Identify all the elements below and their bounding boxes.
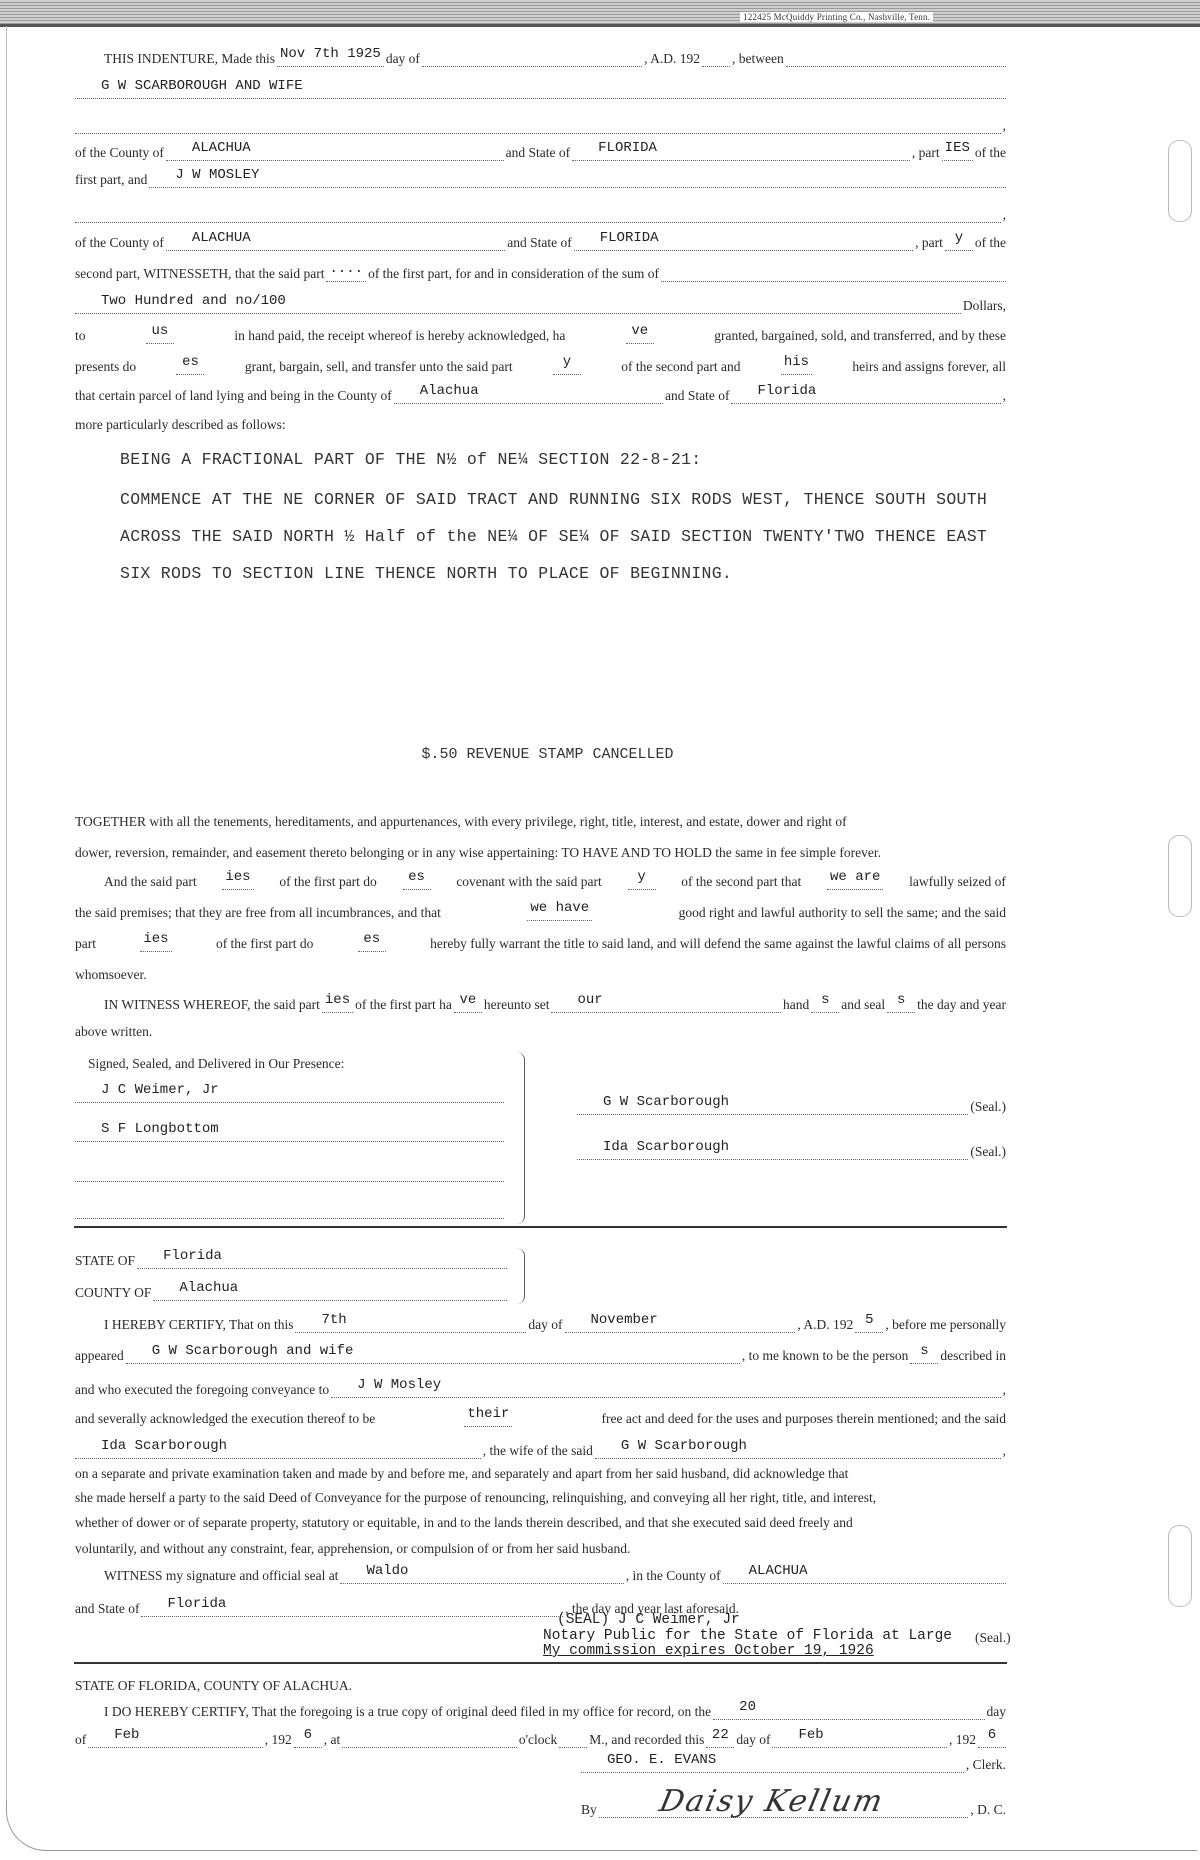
- brace: [516, 1248, 525, 1304]
- printed-text: and State of: [507, 235, 572, 250]
- typed-entry: y: [637, 869, 646, 885]
- typed-entry: [786, 46, 812, 62]
- form-blank-field: [295, 1314, 526, 1333]
- acknowledgment-line: [74, 1378, 1007, 1398]
- typed-entry: 22: [711, 1727, 729, 1743]
- form-blank-field: [551, 994, 781, 1013]
- form-blank-field: [559, 1729, 587, 1748]
- header-rule: [0, 24, 1200, 27]
- printed-text: of the first part ha: [355, 997, 452, 1012]
- printed-text: and State of: [664, 388, 730, 403]
- form-blank-field: [326, 263, 366, 282]
- description-line: COMMENCE AT THE NE CORNER OF SAID TRACT AND RUNNING SIX RODS WEST, THENCE SOUTH SOUTH: [120, 490, 988, 509]
- form-blank-field: [75, 1440, 481, 1459]
- printed-text: that certain parcel of land lying and being in the County of: [75, 388, 392, 403]
- typed-entry: [75, 1161, 101, 1177]
- typed-entry: Ida Scarborough: [603, 1139, 730, 1155]
- printed-text: more particularly described as follows:: [75, 417, 286, 432]
- indenture-line: [74, 168, 1007, 188]
- printed-text: ,: [1002, 1443, 1006, 1458]
- form-blank-field: [942, 142, 973, 161]
- typed-entry: [599, 1797, 625, 1813]
- acknowledgment-line: [74, 1249, 508, 1269]
- printed-text: free act and deed for the uses and purposes therein mentioned; and the said: [601, 1411, 1006, 1426]
- section-rule: [74, 1662, 1007, 1664]
- recording-line: [74, 1728, 1007, 1748]
- form-blank-field: [137, 1250, 507, 1269]
- typed-entry: J W MOSLEY: [175, 167, 260, 183]
- printed-text: , Clerk.: [965, 1757, 1006, 1772]
- typed-entry: ies: [143, 931, 169, 947]
- typed-entry: s: [821, 992, 830, 1008]
- form-blank-field: [786, 48, 1006, 67]
- brace: [516, 1052, 525, 1224]
- witness-signature-line: [74, 1199, 505, 1219]
- typed-entry: our: [577, 992, 603, 1008]
- notary-seal-name: (SEAL) J C Weimer, Jr: [557, 1612, 740, 1628]
- printer-imprint: 122425 McQuiddy Printing Co., Nashville, Tenn.: [740, 12, 933, 22]
- printed-text: day of: [528, 1317, 563, 1332]
- printed-text: part: [75, 936, 96, 951]
- revenue-stamp-note: $.50 REVENUE STAMP CANCELLED: [421, 746, 674, 763]
- covenant-line: [103, 870, 1007, 890]
- form-blank-field: [887, 994, 915, 1013]
- printed-text: above written.: [75, 1024, 153, 1039]
- witness-heading: Signed, Sealed, and Delivered in Our Presence:: [88, 1056, 345, 1071]
- printed-text: ,: [1002, 1382, 1006, 1397]
- form-blank-field: [322, 994, 353, 1013]
- printed-text: second part, WITNESSETH, that the said part: [75, 266, 325, 281]
- acknowledgment-line: [74, 1511, 1007, 1531]
- form-blank-field: [126, 1345, 740, 1364]
- printed-text: , D. C.: [970, 1802, 1006, 1817]
- form-blank-field: [978, 1729, 1006, 1748]
- form-blank-field: [811, 994, 839, 1013]
- form-blank-field: [723, 1565, 1006, 1584]
- typed-entry: 5: [865, 1312, 874, 1328]
- form-blank-field: [595, 1440, 1001, 1459]
- printed-text: of the second part that: [681, 874, 802, 889]
- printed-text: dower, reversion, remainder, and easement thereto belonging or in any wise appertaining: TO HAVE AND TO HOLD the same in fee simple forever.: [75, 845, 881, 860]
- form-blank-field: [581, 1754, 964, 1773]
- typed-entry: ve: [459, 992, 477, 1008]
- printed-text: and who executed the foregoing conveyance to: [75, 1382, 330, 1397]
- form-blank-field: [75, 1200, 504, 1219]
- printed-text: the day and year: [917, 997, 1006, 1012]
- typed-entry: [422, 46, 448, 62]
- typed-entry: G W Scarborough: [603, 1094, 730, 1110]
- printed-text: And the said part: [104, 874, 197, 889]
- typed-entry: [570, 1727, 576, 1743]
- printed-text: , in the County of: [625, 1568, 721, 1583]
- indenture-line: [74, 294, 1007, 314]
- typed-entry: us: [151, 323, 169, 339]
- form-blank-field: [945, 232, 973, 251]
- indenture-line: [74, 141, 1007, 161]
- typed-entry: G W Scarborough and wife: [151, 1343, 354, 1359]
- witness-signature-line: [74, 1122, 505, 1142]
- punch-hole-icon: [1168, 1525, 1192, 1607]
- form-blank-field: [702, 48, 730, 67]
- form-blank-field: [781, 356, 812, 375]
- printed-text: (Seal.): [970, 1144, 1006, 1159]
- acknowledgment-line: [74, 1281, 508, 1301]
- printed-text: Dollars,: [962, 298, 1006, 313]
- typed-entry: ALACHUA: [748, 1563, 808, 1579]
- covenant-line: [74, 1020, 1007, 1040]
- typed-entry: [75, 113, 101, 129]
- grantor-signature-line: [576, 1095, 1007, 1115]
- printed-text: whether of dower or of separate property, statutory or equitable, in and to the lands therein described, and that she executed said deed freely and: [75, 1515, 853, 1530]
- indenture-line: [74, 114, 1007, 134]
- printed-text: , part: [915, 235, 943, 250]
- typed-entry: ve: [631, 323, 649, 339]
- typed-entry: Florida: [167, 1596, 227, 1612]
- typed-entry: his: [783, 354, 810, 370]
- printed-text: ,: [1002, 207, 1006, 222]
- typed-entry: y: [954, 230, 964, 246]
- printed-text: , before me personally: [885, 1317, 1007, 1332]
- form-blank-field: [628, 871, 656, 890]
- typed-entry: s: [896, 992, 906, 1008]
- punch-hole-icon: [1168, 835, 1192, 917]
- section-rule: [74, 1226, 1007, 1228]
- printed-text: of: [75, 1732, 87, 1747]
- form-blank-field: [661, 263, 1006, 282]
- printed-text: of the County of: [75, 235, 164, 250]
- form-blank-field: [772, 1729, 947, 1748]
- printed-text: of the second part and: [621, 359, 741, 374]
- witness-signature-line: [74, 1083, 505, 1103]
- covenant-line: [74, 841, 1007, 861]
- form-blank-field: [827, 871, 883, 890]
- typed-entry: [713, 46, 719, 62]
- printed-text: M., and recorded this: [589, 1732, 705, 1747]
- printed-text: o'clock: [518, 1732, 558, 1747]
- printed-text: on a separate and private examination taken and made by and before me, and separately and apart from her said husband, did acknowledge that: [75, 1466, 849, 1481]
- form-blank-field: [222, 871, 253, 890]
- grantor-signature-line: [576, 1140, 1007, 1160]
- form-blank-field: [75, 1084, 504, 1103]
- typed-entry: S F Longbottom: [101, 1121, 219, 1137]
- indenture-line: [74, 355, 1007, 375]
- acknowledgment-line: [74, 1462, 1007, 1482]
- printed-text: I HEREBY CERTIFY, That on this: [104, 1317, 294, 1332]
- printed-text: , the day and year last aforesaid.: [565, 1601, 739, 1616]
- typed-entry: Ida Scarborough: [101, 1438, 228, 1454]
- typed-entry: 20: [739, 1699, 756, 1715]
- typed-entry: G W SCARBOROUGH AND WIFE: [101, 78, 303, 94]
- typed-entry: es: [408, 869, 425, 885]
- typed-entry: IES: [944, 140, 970, 156]
- typed-entry: J W Mosley: [357, 1377, 442, 1393]
- typed-entry: [661, 261, 687, 277]
- typed-entry: their: [467, 1406, 510, 1422]
- form-blank-field: [713, 1701, 984, 1720]
- printed-text: THIS INDENTURE, Made this: [104, 51, 275, 66]
- acknowledgment-line: [103, 1313, 1007, 1333]
- printed-text: of the first part do: [279, 874, 377, 889]
- printed-text: day of: [385, 51, 420, 66]
- form-blank-field: [75, 295, 961, 314]
- printed-text: day: [986, 1704, 1006, 1719]
- form-blank-field: [577, 1141, 968, 1160]
- typed-entry: y: [562, 354, 572, 370]
- printed-text: WITNESS my signature and official seal at: [104, 1568, 339, 1583]
- printed-text: STATE OF FLORIDA, COUNTY OF ALACHUA.: [75, 1678, 353, 1693]
- printed-text: of the: [974, 145, 1007, 160]
- printed-text: and State of: [505, 145, 571, 160]
- typed-entry: G W Scarborough: [620, 1438, 747, 1454]
- typed-entry: [75, 202, 101, 218]
- typed-entry: FLORIDA: [598, 140, 657, 156]
- indenture-line: [74, 413, 1007, 433]
- indenture-line: [74, 262, 1007, 282]
- printed-text: presents do: [75, 359, 137, 374]
- form-blank-field: [358, 933, 386, 952]
- acknowledgment-line: [74, 1537, 1007, 1557]
- acknowledgment-line: [103, 1564, 1007, 1584]
- acknowledgment-line: [74, 1407, 1007, 1427]
- printed-text: , to me known to be the person: [741, 1348, 909, 1363]
- printed-text: whomsoever.: [75, 967, 147, 982]
- covenant-line: [74, 810, 1007, 830]
- covenant-line: [74, 901, 1007, 921]
- printed-text: and severally acknowledged the execution thereof to be: [75, 1411, 376, 1426]
- printed-text: , between: [732, 51, 784, 66]
- typed-entry: es: [363, 931, 381, 947]
- typed-entry: s: [920, 1343, 929, 1359]
- indenture-line: [74, 203, 1007, 223]
- printed-text: in hand paid, the receipt whereof is hereby acknowledged, ha: [234, 328, 566, 343]
- form-blank-field: [706, 1729, 734, 1748]
- description-line: BEING A FRACTIONAL PART OF THE N½ of NE¼ SECTION 22-8-21:: [120, 450, 702, 469]
- form-blank-field: [75, 1123, 504, 1142]
- printed-text: TOGETHER with all the tenements, hereditaments, and appurtenances, with every privilege, right, title, interest, and estate, dower and right of: [75, 814, 847, 829]
- typed-entry: 6: [987, 1727, 997, 1743]
- typed-entry: FLORIDA: [599, 230, 659, 246]
- form-blank-field: [731, 385, 1000, 404]
- covenant-line: [74, 963, 1007, 983]
- typed-entry: Feb: [114, 1727, 140, 1743]
- printed-text: described in: [940, 1348, 1006, 1363]
- form-blank-field: [176, 356, 204, 375]
- typed-entry: Alachua: [179, 1280, 239, 1296]
- acknowledgment-line: [74, 1439, 1007, 1459]
- printed-text: ,: [1002, 388, 1006, 403]
- printed-text: hereunto set: [483, 997, 550, 1012]
- typed-entry: Two Hundred and no/100: [101, 293, 286, 309]
- printed-text: STATE OF: [75, 1253, 136, 1268]
- form-blank-field: [574, 232, 913, 251]
- typed-entry: Feb: [798, 1727, 824, 1743]
- form-blank-field: [166, 142, 504, 161]
- printed-text: appeared: [75, 1348, 124, 1363]
- form-blank-field: [572, 142, 910, 161]
- form-blank-field: [464, 1408, 512, 1427]
- typed-entry: ALACHUA: [191, 140, 251, 156]
- page-edge: [6, 26, 7, 1806]
- indenture-line: [74, 231, 1007, 251]
- form-blank-field: [565, 1314, 796, 1333]
- form-blank-field: [855, 1314, 883, 1333]
- form-blank-field: [277, 48, 384, 67]
- form-blank-field: [454, 994, 482, 1013]
- acknowledgment-line: [74, 1344, 1007, 1364]
- notary-commission: My commission expires October 19, 1926: [543, 1643, 874, 1659]
- printed-text: , 192: [264, 1732, 292, 1747]
- typed-entry: ies: [324, 992, 351, 1008]
- printed-text: ,: [1002, 118, 1006, 133]
- form-blank-field: [149, 169, 1006, 188]
- printed-text: COUNTY OF: [75, 1285, 152, 1300]
- printed-text: (Seal.): [970, 1099, 1006, 1114]
- acknowledgment-line: [74, 1486, 1007, 1506]
- typed-entry: we have: [530, 900, 590, 916]
- printed-text: of the: [974, 235, 1007, 250]
- recording-line: [103, 1700, 1007, 1720]
- form-blank-field: [340, 1565, 623, 1584]
- form-blank-field: [75, 204, 1001, 223]
- printed-text: she made herself a party to the said Deed of Conveyance for the purpose of renouncing, relinquishing, and conveying all her right, title, and interest,: [75, 1490, 877, 1505]
- form-blank-field: [422, 48, 642, 67]
- form-blank-field: [75, 1163, 504, 1182]
- printed-text: day of: [736, 1732, 771, 1747]
- recording-line: [580, 1753, 1007, 1773]
- typed-entry: es: [182, 354, 199, 370]
- typed-entry: J C Weimer, Jr: [101, 1082, 219, 1098]
- form-blank-field: [331, 1379, 1000, 1398]
- printed-text: grant, bargain, sell, and transfer unto the said part: [244, 359, 513, 374]
- printed-text: IN WITNESS WHEREOF, the said part: [104, 997, 320, 1012]
- typed-entry: GEO. E. EVANS: [607, 1752, 717, 1768]
- printed-text: and seal: [841, 997, 886, 1012]
- indenture-line: [74, 384, 1007, 404]
- form-blank-field: [141, 1598, 563, 1617]
- printed-text: and State of: [75, 1601, 140, 1616]
- form-blank-field: [626, 325, 654, 344]
- printed-text: of the County of: [75, 145, 164, 160]
- typed-entry: Alachua: [419, 383, 479, 399]
- description-line: ACROSS THE SAID NORTH ½ Half of the NE¼ OF SE¼ OF SAID SECTION TWENTY'TWO THENCE EAST: [120, 527, 988, 546]
- printed-text: , at: [323, 1732, 341, 1747]
- form-blank-field: [910, 1345, 938, 1364]
- form-blank-field: [394, 385, 663, 404]
- printed-text: first part, and: [75, 172, 148, 187]
- printed-text: , A.D. 192: [644, 51, 701, 66]
- typed-entry: [75, 1198, 101, 1214]
- typed-entry: [342, 1727, 368, 1743]
- form-blank-field: [294, 1729, 322, 1748]
- typed-entry: 7th: [321, 1312, 347, 1328]
- typed-entry: Florida: [757, 383, 817, 399]
- printed-text: the said premises; that they are free from all incumbrances, and that: [75, 905, 441, 920]
- form-blank-field: [342, 1729, 517, 1748]
- typed-entry: we are: [830, 869, 881, 885]
- printed-text: I DO HEREBY CERTIFY, That the foregoing is a true copy of original deed filed in my office for record, on the: [104, 1704, 712, 1719]
- typed-entry: November: [590, 1312, 658, 1328]
- printed-text: voluntarily, and without any constraint, fear, apprehension, or compulsion of or from her said husband.: [75, 1541, 631, 1556]
- description-line: SIX RODS TO SECTION LINE THENCE NORTH TO PLACE OF BEGINNING.: [120, 564, 733, 583]
- printed-text: granted, bargained, sold, and transferred, and by these: [714, 328, 1006, 343]
- form-blank-field: [527, 902, 592, 921]
- typed-entry: Nov 7th 1925: [279, 46, 381, 62]
- printed-text: hereby fully warrant the title to said land, and will defend the same against the lawful claims of all persons: [430, 936, 1006, 951]
- form-blank-field: [140, 933, 171, 952]
- punch-hole-icon: [1168, 140, 1192, 222]
- indenture-line: [74, 79, 1007, 99]
- printed-text: covenant with the said part: [456, 874, 602, 889]
- witness-signature-line: [74, 1162, 505, 1182]
- form-blank-field: [75, 80, 1006, 99]
- form-blank-field: [146, 325, 174, 344]
- form-blank-field: [75, 115, 1001, 134]
- typed-entry: Waldo: [366, 1563, 409, 1579]
- printed-text: heirs and assigns forever, all: [852, 359, 1006, 374]
- deputy-clerk-signature: Daisy Kellum: [656, 1784, 888, 1819]
- printed-text: good right and lawful authority to sell the same; and the said: [678, 905, 1006, 920]
- printed-text: to: [75, 328, 86, 343]
- covenant-line: [74, 932, 1007, 952]
- printed-text: , the wife of the said: [482, 1443, 593, 1458]
- printed-header-strip: [0, 0, 1200, 24]
- notary-seal-label: (Seal.): [975, 1630, 1011, 1645]
- printed-text: , part: [911, 145, 940, 160]
- typed-entry: ALACHUA: [191, 230, 251, 246]
- printed-text: of the first part do: [215, 936, 314, 951]
- form-blank-field: [577, 1096, 968, 1115]
- covenant-line: [103, 993, 1007, 1013]
- recording-line: [74, 1674, 1007, 1694]
- indenture-line: [74, 324, 1007, 344]
- typed-entry: ies: [225, 869, 251, 885]
- typed-entry: Florida: [163, 1248, 222, 1264]
- form-blank-field: [553, 356, 581, 375]
- printed-text: , A.D. 192: [797, 1317, 854, 1332]
- typed-entry: 6: [303, 1727, 312, 1743]
- printed-text: of the first part, for and in consideration of the sum of: [368, 266, 659, 281]
- notary-title: Notary Public for the State of Florida at Large: [543, 1628, 952, 1644]
- form-blank-field: [88, 1729, 263, 1748]
- form-blank-field: [166, 232, 505, 251]
- typed-entry: ....: [329, 261, 364, 277]
- printed-text: , 192: [948, 1732, 976, 1747]
- form-blank-field: [403, 871, 431, 890]
- form-blank-field: [153, 1282, 507, 1301]
- printed-text: hand: [783, 997, 810, 1012]
- printed-text: By: [581, 1802, 597, 1817]
- printed-text: lawfully seized of: [909, 874, 1006, 889]
- indenture-line: [103, 47, 1007, 67]
